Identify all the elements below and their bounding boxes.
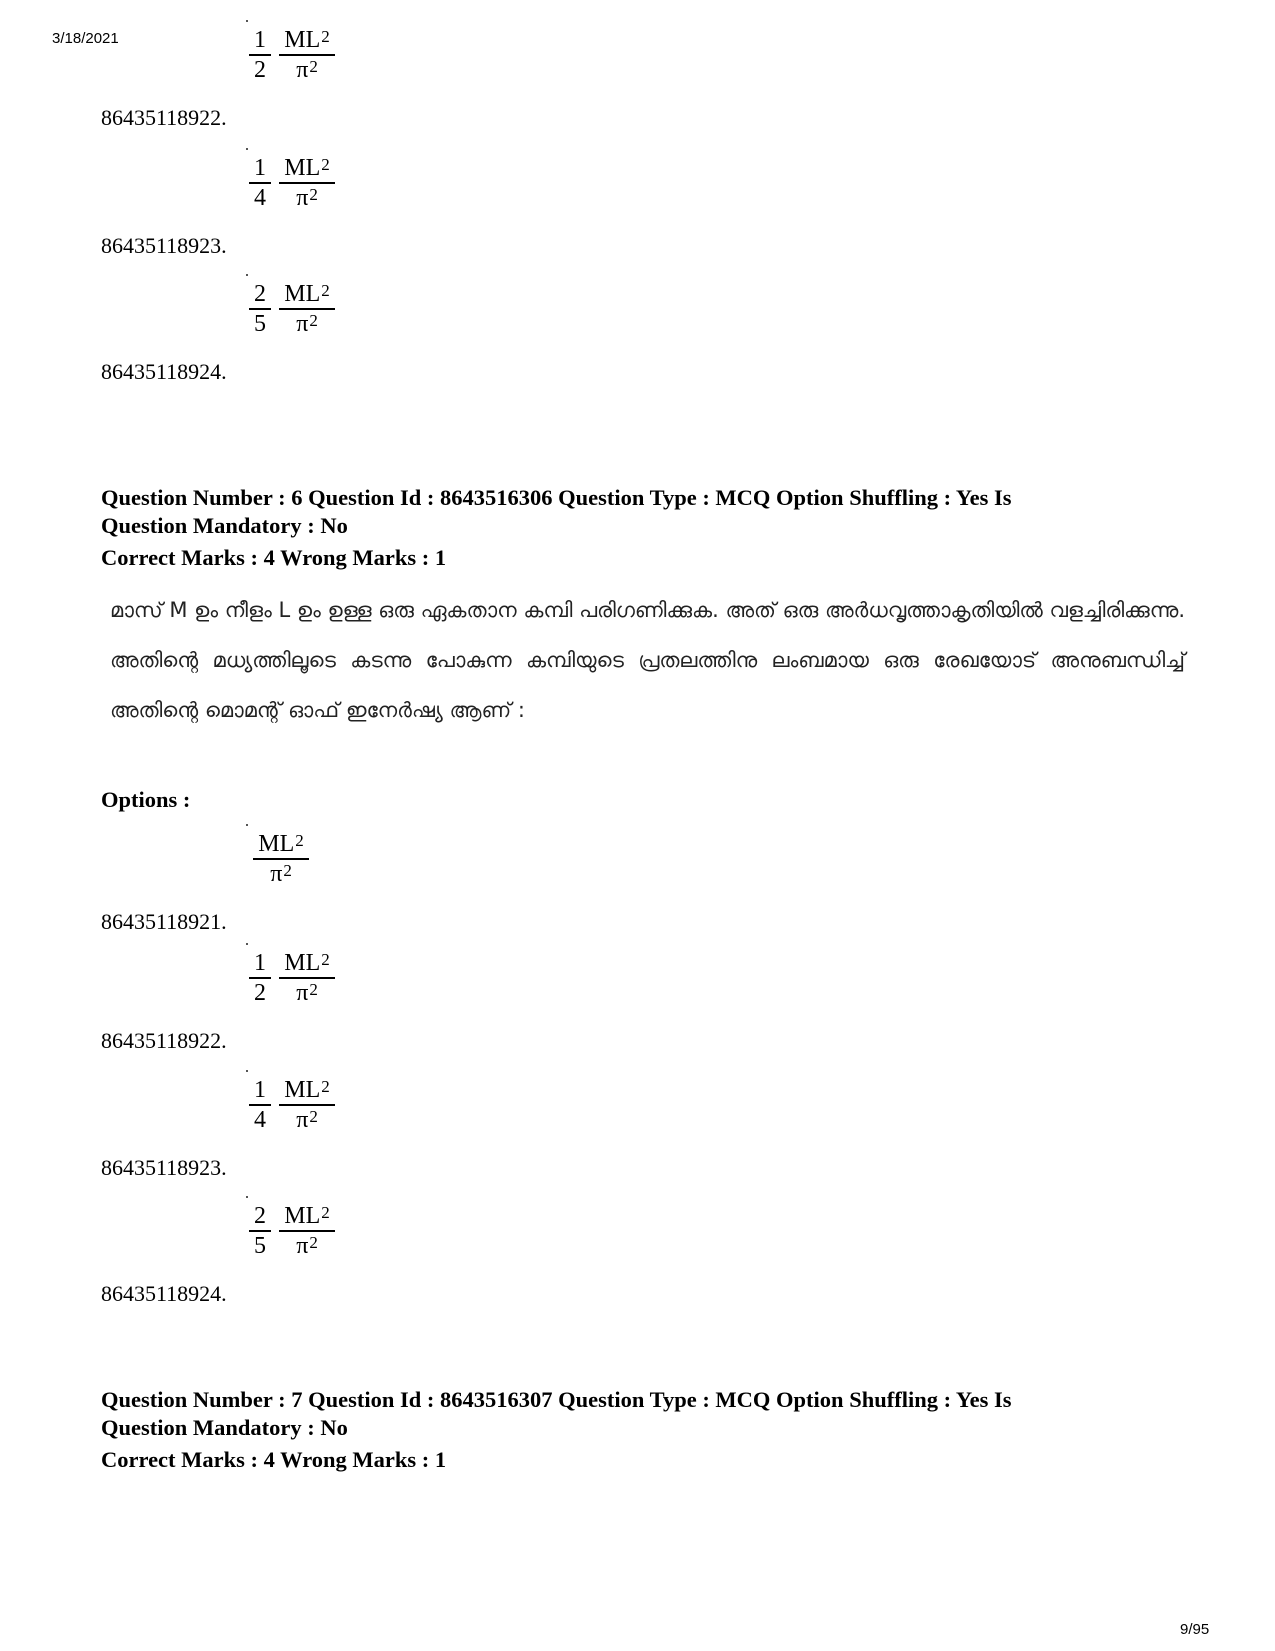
ml2-pi2-fraction: $ML^2$ $\pi^2$: [279, 1076, 335, 1134]
marker-dot: [246, 943, 248, 945]
question-marks-line: Correct Marks : 4 Wrong Marks : 1: [101, 545, 447, 570]
option-id: 86435118923.: [101, 233, 227, 258]
marker-dot: [246, 20, 248, 22]
option-item: [101, 148, 601, 258]
option-item: [101, 274, 601, 384]
option-item: [101, 1196, 601, 1306]
option-id: 86435118924.: [101, 1281, 227, 1306]
question-text: മാസ് M ഉം നീളം L ഉം ഉള്ള ഒരു ഏകതാന കമ്പി പരിഗണിക്കുക. അത് ഒരു അർധവൃത്താകൃതിയിൽ വളച്ചിരിക്കുന്നു. അതിന്റെ മധ്യത്തിലൂടെ കടന്നു പോകുന്ന കമ്പിയുടെ പ്രതലത്തിനു ലംബമായ ഒരു രേഖയോട് അനുബന്ധിച്ച് അതിന്റെ മൊമന്റ് ഓഫ് ഇനേർഷ്യ ആണ് :: [110, 598, 1185, 722]
page-number: 9/95: [1180, 1621, 1210, 1638]
coefficient-fraction: 2 5: [249, 280, 271, 338]
ml2-pi2-fraction: $ML^2$ $\pi^2$: [279, 154, 335, 212]
option-id: 86435118921.: [101, 909, 227, 934]
coefficient-fraction: 2 5: [249, 1202, 271, 1260]
option-item: [101, 824, 601, 934]
marker-dot: [246, 824, 248, 826]
option-id: 86435118922.: [101, 105, 227, 130]
question-meta-line: Question Number : 7 Question Id : 8643516307 Question Type : MCQ Option Shuffling : Yes Is: [101, 1387, 1012, 1412]
option-item: [101, 1070, 601, 1180]
ml2-pi2-fraction: $ML^2$ $\pi^2$: [279, 1202, 335, 1260]
ml2-pi2-fraction: $ML^2$ $\pi^2$: [279, 26, 335, 84]
coefficient-fraction: 1 4: [249, 1076, 271, 1134]
marker-dot: [246, 274, 248, 276]
marker-dot: [246, 1196, 248, 1198]
option-id: 86435118923.: [101, 1155, 227, 1180]
question-meta-line: Question Number : 6 Question Id : 8643516306 Question Type : MCQ Option Shuffling : Yes Is: [101, 485, 1012, 510]
coefficient-fraction: 1 2: [249, 26, 271, 84]
marker-dot: [246, 148, 248, 150]
ml2-pi2-fraction: $ML^2$ $\pi^2$: [279, 280, 335, 338]
question-header: [101, 484, 1181, 572]
marker-dot: [246, 1070, 248, 1072]
question-marks-line: Correct Marks : 4 Wrong Marks : 1: [101, 1447, 447, 1472]
ml2-pi2-fraction: $ML^2$ $\pi^2$: [253, 830, 309, 888]
coefficient-fraction: 1 2: [249, 949, 271, 1007]
option-id: 86435118924.: [101, 359, 227, 384]
question-meta-line: Question Mandatory : No: [101, 513, 348, 538]
option-item: [101, 20, 601, 130]
coefficient-fraction: 1 4: [249, 154, 271, 212]
options-label: Options :: [101, 787, 191, 812]
print-date: 3/18/2021: [52, 30, 119, 47]
question-header: [101, 1386, 1181, 1474]
option-id: 86435118922.: [101, 1028, 227, 1053]
ml2-pi2-fraction: $ML^2$ $\pi^2$: [279, 949, 335, 1007]
question-meta-line: Question Mandatory : No: [101, 1415, 348, 1440]
option-item: [101, 943, 601, 1053]
